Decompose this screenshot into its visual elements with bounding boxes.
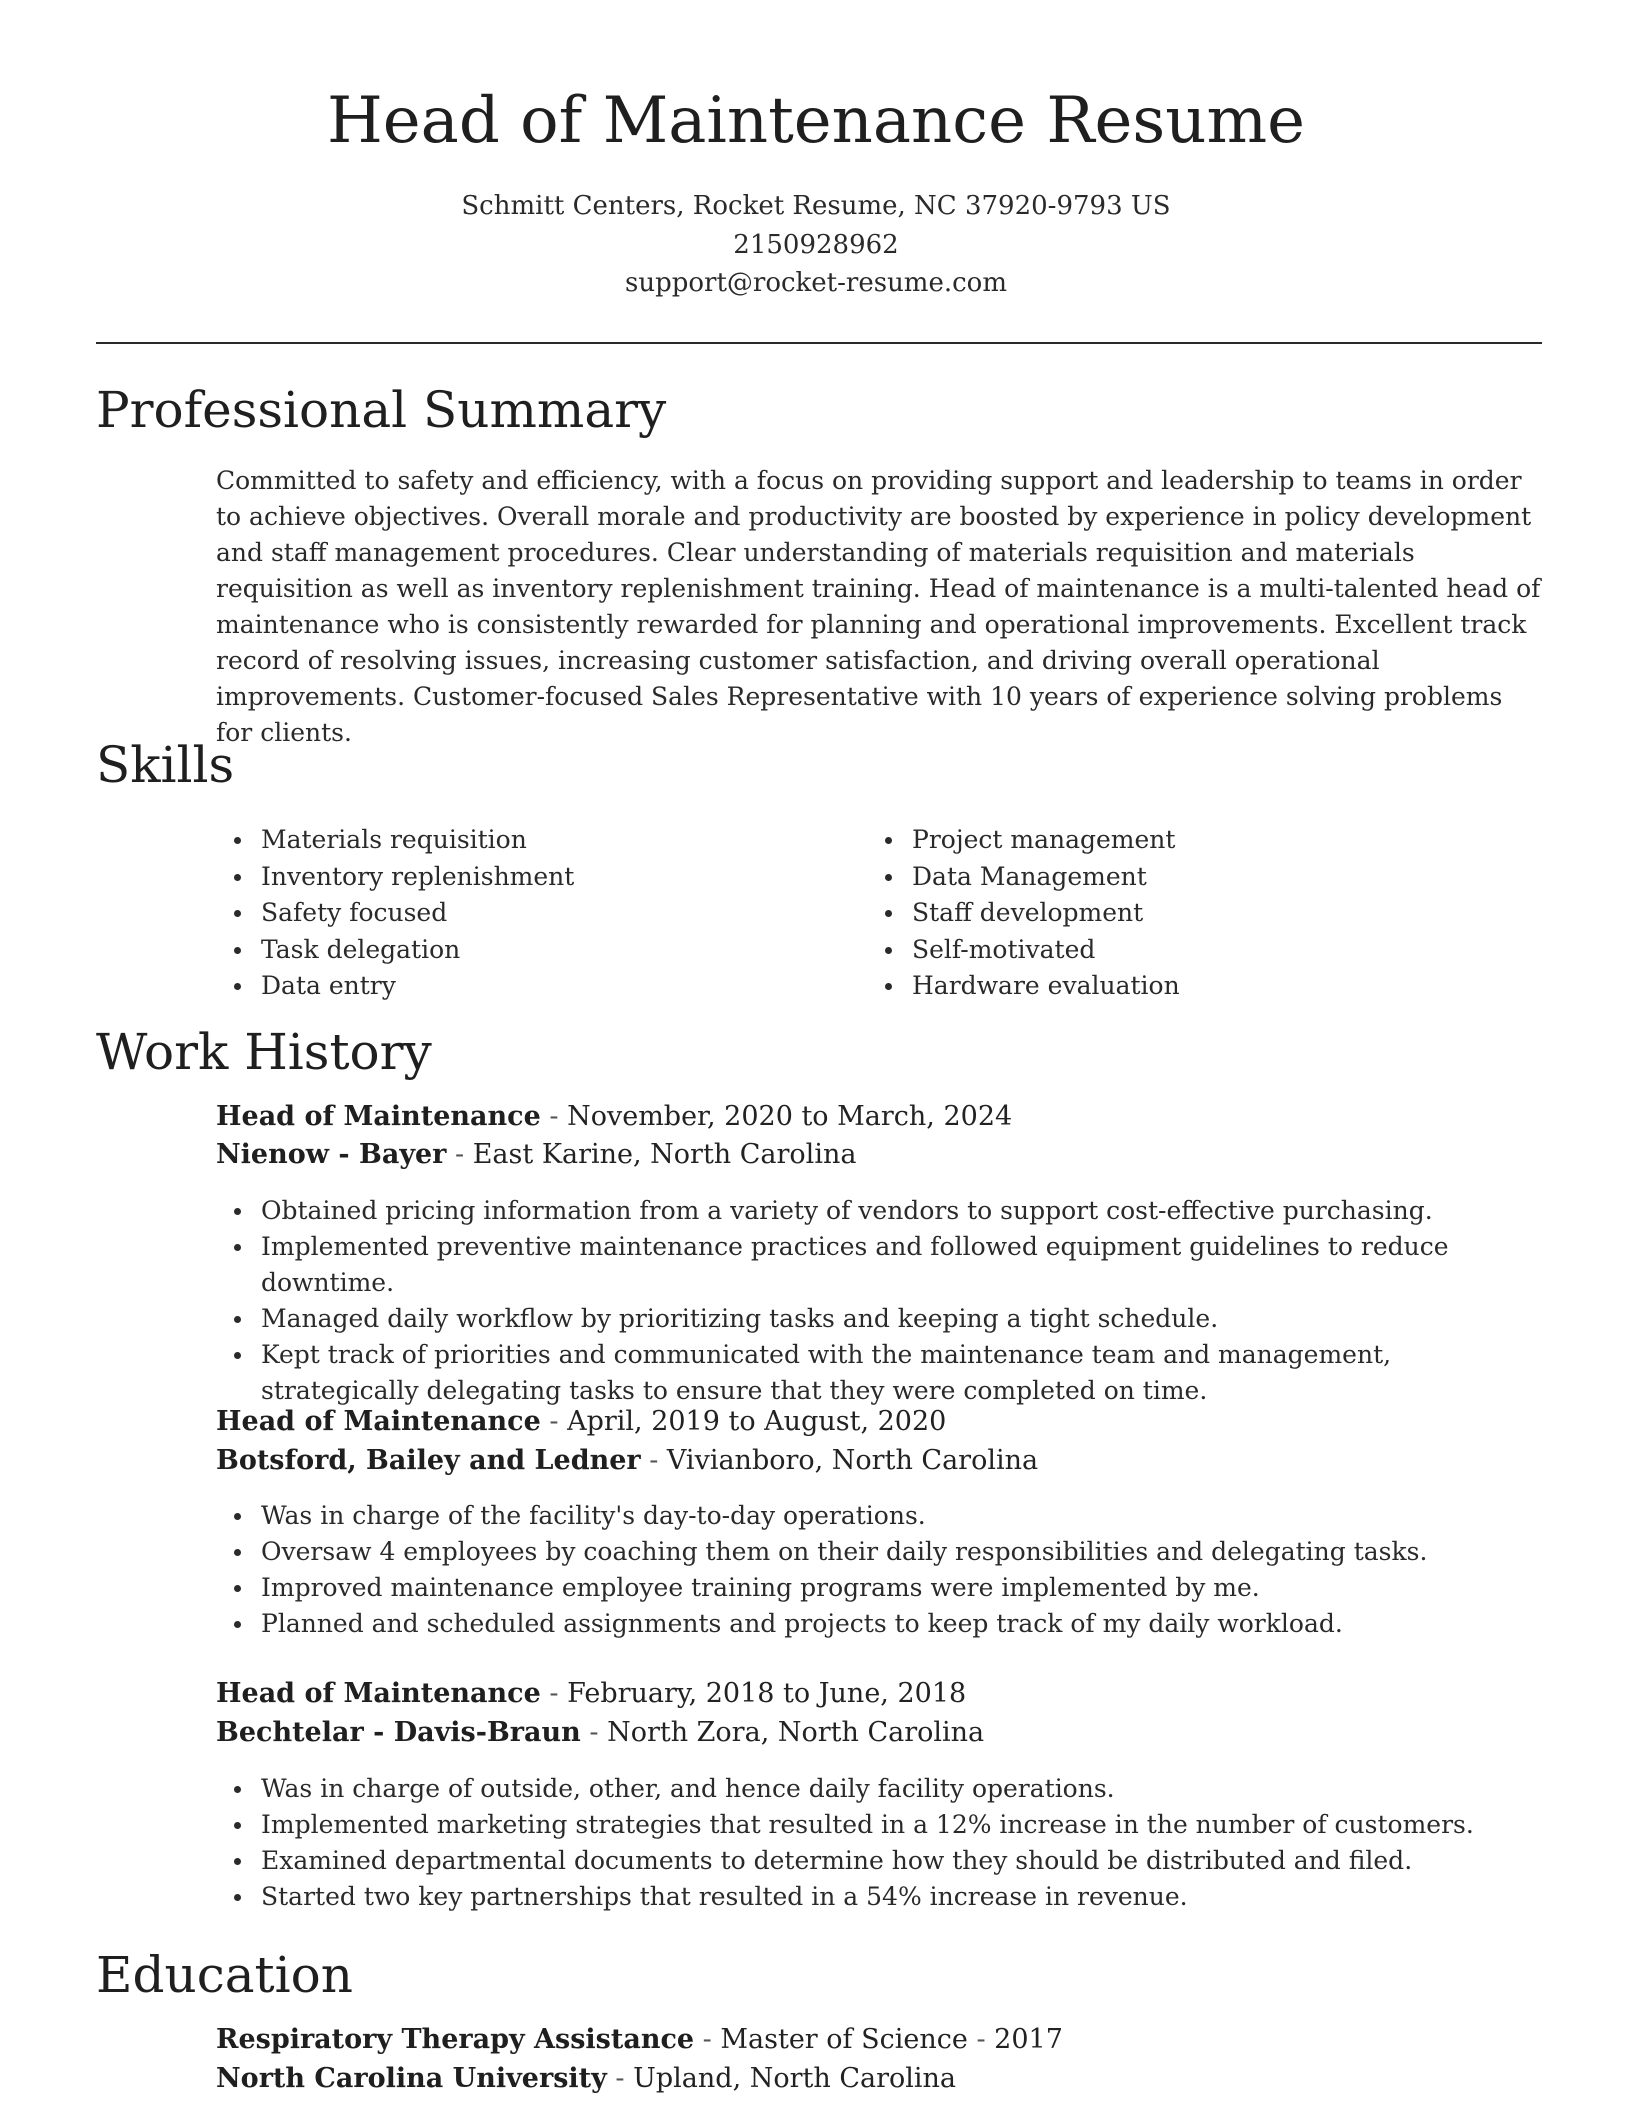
separator: - xyxy=(540,1678,568,1709)
skill-item: Data entry xyxy=(216,968,816,1005)
job-dates: November, 2020 to March, 2024 xyxy=(567,1101,1013,1132)
separator: - xyxy=(540,1101,568,1132)
education-school: North Carolina University xyxy=(216,2063,607,2094)
header-divider xyxy=(96,342,1542,344)
job-bullet: Started two key partnerships that resulted in a 54% increase in revenue. xyxy=(216,1879,1546,1915)
job-bullet: Managed daily workflow by prioritizing tasks and keeping a tight schedule. xyxy=(216,1301,1546,1337)
separator: - xyxy=(694,2024,721,2055)
job-bullet: Implemented marketing strategies that resulted in a 12% increase in the number of customers. xyxy=(216,1807,1546,1843)
skill-item: Staff development xyxy=(867,895,1467,932)
separator: - xyxy=(967,2024,995,2055)
skill-item: Materials requisition xyxy=(216,822,816,859)
job-title: Head of Maintenance xyxy=(216,1101,541,1132)
education-degree: Master of Science xyxy=(720,2024,968,2055)
job-bullet: Kept track of priorities and communicated with the maintenance team and management, strategically delegating tasks to ensure that they were completed on time. xyxy=(216,1337,1546,1409)
skill-item: Inventory replenishment xyxy=(216,859,816,896)
job-bullet: Implemented preventive maintenance practices and followed equipment guidelines to reduce downtime. xyxy=(216,1229,1546,1301)
skills-list-right xyxy=(867,822,1467,1005)
job-bullet: Was in charge of outside, other, and hence daily facility operations. xyxy=(216,1771,1546,1807)
job-location: Vivianboro, North Carolina xyxy=(666,1445,1039,1476)
job-company-line xyxy=(216,1715,984,1750)
skill-item: Data Management xyxy=(867,859,1467,896)
job-location: North Zora, North Carolina xyxy=(607,1717,985,1748)
summary-text: Committed to safety and efficiency, with a focus on providing support and leadership to teams in order to achieve objectives. Overall morale and productivity are boosted by experience in policy development and staff management procedures. Clear understanding of materials requisition and materials requisition as well as inventory replenishment training. Head of maintenance is a multi-talented head of maintenance who is consistently rewarded for planning and operational improvements. Excellent track record of resolving issues, increasing customer satisfaction, and driving overall operational improvements. Customer-focused Sales Representative with 10 years of experience solving problems for clients. xyxy=(216,466,1541,747)
education-school-line xyxy=(216,2061,956,2096)
job-title-line xyxy=(216,1676,966,1711)
job-bullet: Improved maintenance employee training programs were implemented by me. xyxy=(216,1570,1546,1606)
job-company: Botsford, Bailey and Ledner xyxy=(216,1445,641,1476)
summary-heading: Professional Summary xyxy=(96,381,667,439)
job-bullets xyxy=(216,1193,1546,1409)
work-history-heading: Work History xyxy=(96,1023,432,1081)
separator: - xyxy=(580,1717,608,1748)
job-bullet: Was in charge of the facility's day-to-day operations. xyxy=(216,1498,1546,1534)
education-degree-line xyxy=(216,2022,1063,2057)
job-company: Bechtelar - Davis-Braun xyxy=(216,1717,581,1748)
job-company: Nienow - Bayer xyxy=(216,1139,447,1170)
skill-item: Hardware evaluation xyxy=(867,968,1467,1005)
separator: - xyxy=(446,1139,473,1170)
education-field: Respiratory Therapy Assistance xyxy=(216,2024,695,2055)
skill-item: Safety focused xyxy=(216,895,816,932)
skill-item: Self-motivated xyxy=(867,932,1467,969)
contact-phone: 2150928962 xyxy=(733,230,899,260)
job-bullet: Planned and scheduled assignments and projects to keep track of my daily workload. xyxy=(216,1606,1546,1642)
job-company-line xyxy=(216,1137,856,1172)
separator: - xyxy=(606,2063,634,2094)
skill-item: Task delegation xyxy=(216,932,816,969)
job-title: Head of Maintenance xyxy=(216,1678,541,1709)
contact-email: support@rocket-resume.com xyxy=(624,268,1007,298)
separator: - xyxy=(540,1406,568,1437)
skill-item: Project management xyxy=(867,822,1467,859)
skills-list-left xyxy=(216,822,816,1005)
resume-title: Head of Maintenance Resume xyxy=(326,84,1306,158)
job-title-line xyxy=(216,1404,946,1439)
separator: - xyxy=(640,1445,667,1476)
job-bullet: Obtained pricing information from a variety of vendors to support cost-effective purchasing. xyxy=(216,1193,1546,1229)
skills-heading: Skills xyxy=(96,736,235,794)
job-location: East Karine, North Carolina xyxy=(472,1139,857,1170)
education-heading: Education xyxy=(96,1946,353,2004)
job-title: Head of Maintenance xyxy=(216,1406,541,1437)
job-bullets xyxy=(216,1498,1546,1642)
education-location: Upland, North Carolina xyxy=(633,2063,957,2094)
job-company-line xyxy=(216,1443,1038,1478)
job-title-line xyxy=(216,1099,1012,1134)
job-dates: February, 2018 to June, 2018 xyxy=(567,1678,967,1709)
job-bullet: Oversaw 4 employees by coaching them on their daily responsibilities and delegating tasks. xyxy=(216,1534,1546,1570)
job-dates: April, 2019 to August, 2020 xyxy=(567,1406,947,1437)
job-bullets xyxy=(216,1771,1546,1915)
job-bullet: Examined departmental documents to determine how they should be distributed and filed. xyxy=(216,1843,1546,1879)
education-year: 2017 xyxy=(994,2024,1063,2055)
contact-address: Schmitt Centers, Rocket Resume, NC 37920-9793 US xyxy=(461,191,1171,221)
